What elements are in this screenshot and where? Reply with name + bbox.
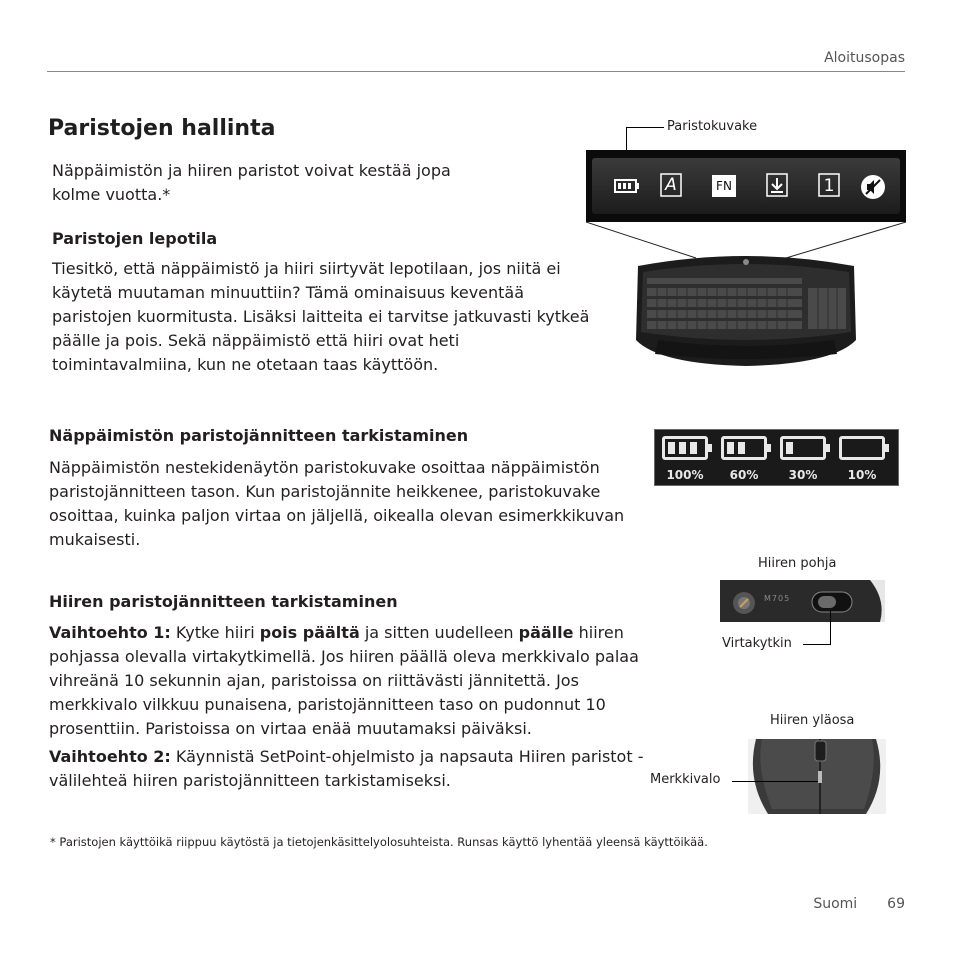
callout-line (732, 781, 818, 782)
lcd-panel (592, 158, 900, 214)
battery-label-60: 60% (729, 468, 759, 482)
caps-lock-letter: A (665, 175, 677, 195)
callout-line (626, 127, 664, 128)
keyboard-check-body: Näppäimistön nestekidenäytön paristokuvake osoittaa näppäimistön paristojännitteen tason. Kun paristojännite heikkenee, paristokuvake osoittaa, kuinka paljon virtaa on jäljellä, oikealla olevan esimerkkikuvan mukaisesti. (49, 458, 625, 549)
battery-icon-callout: Paristokuvake (667, 119, 758, 134)
running-header: Aloitusopas (824, 50, 905, 66)
mouse-bottom-image (720, 580, 885, 622)
mouse-check-heading: Hiiren paristojännitteen tarkistaminen (49, 592, 398, 611)
scroll-lock-icon (766, 174, 788, 196)
battery-icon (614, 178, 640, 194)
mouse-option-2 (49, 745, 649, 793)
mouse-model-label: M705 (764, 594, 791, 603)
battery-60-icon (721, 436, 767, 460)
header-rule (47, 71, 905, 72)
keyboard-image (633, 248, 859, 370)
mouse-top-callout: Hiiren yläosa (770, 713, 855, 728)
option-1-text-a: Kytke hiiri (170, 623, 260, 642)
power-switch-callout: Virtakytkin (722, 636, 792, 651)
page-title: Paristojen hallinta (48, 116, 276, 141)
callout-line (803, 644, 831, 645)
battery-30-icon (780, 436, 826, 460)
keyboard-check-heading: Näppäimistön paristojännitteen tarkistaminen (49, 426, 469, 445)
battery-10-icon (839, 436, 885, 460)
callout-line (830, 610, 831, 645)
mouse-bottom-callout: Hiiren pohja (758, 556, 837, 571)
option-1-on: päälle (518, 623, 574, 642)
num-lock-digit: 1 (823, 176, 835, 196)
option-1-label: Vaihtoehto 1: (49, 623, 171, 642)
option-2-text: Käynnistä SetPoint-ohjelmisto ja napsauta Hiiren paristot -välilehteä hiiren paristojännitteen tarkistamiseksi. (49, 747, 644, 790)
option-1-text-e: hiiren pohjassa olevalla virtakytkimellä. Jos hiiren päällä oleva merkkivalo palaa vihreänä 10 sekunnin ajan, paristoissa on riittävästi jännitettä. Jos merkkivalo vilkkuu punaisena, paristojännitteen taso on pudonnut 10 prosenttiin. Paristoissa on virtaa enää muutamaksi päiväksi. (49, 623, 639, 738)
sleep-heading: Paristojen lepotila (52, 229, 218, 248)
battery-label-100: 100% (666, 468, 704, 482)
battery-100-icon (662, 436, 708, 460)
mute-icon (860, 174, 886, 200)
fn-lock-icon: FN (712, 175, 736, 197)
page-number: 69 (887, 896, 905, 912)
indicator-callout: Merkkivalo (650, 772, 721, 787)
battery-label-10: 10% (847, 468, 877, 482)
battery-levels-panel (654, 429, 899, 486)
mouse-top-image (748, 739, 886, 814)
footer-language: Suomi (813, 896, 858, 912)
mouse-option-1 (49, 621, 659, 741)
intro-text: Näppäimistön ja hiiren paristot voivat kestää jopa kolme vuotta.* (52, 161, 451, 204)
keyboard-lcd-display (586, 150, 906, 222)
option-2-label: Vaihtoehto 2: (49, 747, 171, 766)
footnote: * Paristojen käyttöikä riippuu käytöstä ja tietojenkäsittelyolosuhteista. Runsas käyttö lyhentää yleensä käyttöikää. (50, 835, 708, 849)
page-footer (783, 896, 905, 912)
sleep-body: Tiesitkö, että näppäimistö ja hiiri siirtyvät lepotilaan, jos niitä ei käytetä muutaman minuuttiin? Tämä ominaisuus keventää paristojen kuormitusta. Lisäksi laitteita ei tarvitse jatkuvasti kytkeä päälle ja pois. Sekä näppäimistö että hiiri ovat heti toimintavalmiina, kun ne otetaan taas käyttöön. (52, 259, 590, 374)
option-1-off: pois päältä (259, 623, 360, 642)
battery-label-30: 30% (788, 468, 818, 482)
option-1-text-c: ja sitten uudelleen (359, 623, 519, 642)
